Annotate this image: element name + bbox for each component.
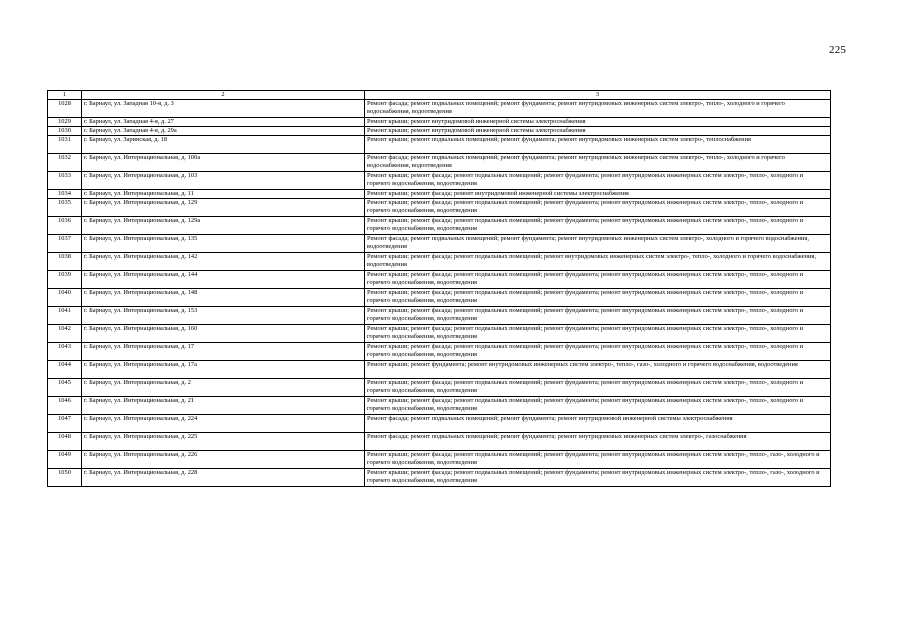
table-row [48,379,831,397]
table-row [48,325,831,343]
row-number-cell: 1042 [48,325,82,343]
works-cell: Ремонт крыши; ремонт подвальных помещений; ремонт фундамента; ремонт внутридомовых инженерных систем электро-, теплоснабжения [365,136,831,154]
address-cell: г. Барнаул, ул. Интернациональная, д. 100а [82,154,365,172]
row-number-cell: 1046 [48,397,82,415]
address-cell: г. Барнаул, ул. Интернациональная, д. 129а [82,217,365,235]
table-row [48,217,831,235]
row-number-cell: 1049 [48,451,82,469]
table-row [48,253,831,271]
row-number-cell: 1031 [48,136,82,154]
address-cell: г. Барнаул, ул. Интернациональная, д. 225 [82,433,365,451]
works-cell: Ремонт крыши; ремонт фундамента; ремонт внутридомовых инженерных систем электро-, тепло-, газо-, холодного и горячего водоснабжения, водоотведения [365,361,831,379]
works-cell: Ремонт фасада; ремонт подвальных помещений; ремонт фундамента; ремонт внутридомовых инженерных систем электро-, газоснабжения [365,433,831,451]
address-cell: г. Барнаул, ул. Интернациональная, д. 144 [82,271,365,289]
address-cell: г. Барнаул, ул. Интернациональная, д. 17а [82,361,365,379]
table-row [48,172,831,190]
table-row [48,361,831,379]
row-number-cell: 1038 [48,253,82,271]
works-cell: Ремонт крыши; ремонт фасада; ремонт внутридомовой инженерной системы электроснабжения [365,190,831,199]
address-cell: г. Барнаул, ул. Западная 4-я, д. 29а [82,127,365,136]
table-row [48,307,831,325]
address-cell: г. Барнаул, ул. Интернациональная, д. 153 [82,307,365,325]
address-cell: г. Барнаул, ул. Интернациональная, д. 129 [82,199,365,217]
row-number-cell: 1047 [48,415,82,433]
address-cell: г. Барнаул, ул. Заринская, д. 18 [82,136,365,154]
table-row [48,199,831,217]
row-number-cell: 1028 [48,100,82,118]
works-cell: Ремонт крыши; ремонт фасада; ремонт подвальных помещений; ремонт фундамента; ремонт внутридомовых инженерных систем электро-, тепло-, холодного и горячего водоснабжения, водоотведения [365,172,831,190]
works-cell: Ремонт крыши; ремонт внутридомовой инженерной системы электроснабжения [365,127,831,136]
works-cell: Ремонт крыши; ремонт фасада; ремонт подвальных помещений; ремонт фундамента; ремонт внутридомовых инженерных систем электро-, тепло-, холодного и горячего водоснабжения, водоотведения [365,325,831,343]
table-row [48,397,831,415]
works-cell: Ремонт крыши; ремонт фасада; ремонт подвальных помещений; ремонт фундамента; ремонт внутридомовых инженерных систем электро-, тепло-, холодного и горячего водоснабжения, водоотведения [365,379,831,397]
works-cell: Ремонт фасада; ремонт подвальных помещений; ремонт фундамента; ремонт внутридомовых инженерных систем электро-, холодного и горячего водоснабжения, водоотведения [365,235,831,253]
works-cell: Ремонт крыши; ремонт фасада; ремонт подвальных помещений; ремонт фундамента; ремонт внутридомовых инженерных систем электро-, тепло-, холодного и горячего водоснабжения, водоотведения [365,271,831,289]
table-row [48,343,831,361]
address-cell: г. Барнаул, ул. Интернациональная, д. 11 [82,190,365,199]
row-number-cell: 1035 [48,199,82,217]
table-header-row [48,91,831,100]
table-row [48,190,831,199]
address-cell: г. Барнаул, ул. Интернациональная, д. 17 [82,343,365,361]
page-number: 225 [829,44,847,56]
address-cell: г. Барнаул, ул. Интернациональная, д. 224 [82,415,365,433]
works-cell: Ремонт крыши; ремонт фасада; ремонт подвальных помещений; ремонт фундамента; ремонт внутридомовых инженерных систем электро-, тепло-, холодного и горячего водоснабжения, водоотведения [365,217,831,235]
address-cell: г. Барнаул, ул. Западная 4-я, д. 27 [82,118,365,127]
address-cell: г. Барнаул, ул. Интернациональная, д. 226 [82,451,365,469]
address-cell: г. Барнаул, ул. Интернациональная, д. 160 [82,325,365,343]
row-number-cell: 1033 [48,172,82,190]
works-cell: Ремонт крыши; ремонт фасада; ремонт подвальных помещений; ремонт фундамента; ремонт внутридомовых инженерных систем электро-, тепло-, холодного и горячего водоснабжения, водоотведения [365,307,831,325]
table-row [48,136,831,154]
row-number-cell: 1040 [48,289,82,307]
address-cell: г. Барнаул, ул. Интернациональная, д. 21 [82,397,365,415]
works-cell: Ремонт фасада; ремонт подвальных помещений; ремонт фундамента; ремонт внутридомовых инженерных систем электро-, тепло-, холодного и горячего водоснабжения, водоотведения [365,154,831,172]
table-row [48,154,831,172]
row-number-cell: 1041 [48,307,82,325]
table-row [48,235,831,253]
address-cell: г. Барнаул, ул. Западная 10-я, д. 3 [82,100,365,118]
address-cell: г. Барнаул, ул. Интернациональная, д. 142 [82,253,365,271]
row-number-cell: 1034 [48,190,82,199]
address-cell: г. Барнаул, ул. Интернациональная, д. 103 [82,172,365,190]
row-number-cell: 1039 [48,271,82,289]
table-row [48,127,831,136]
address-cell: г. Барнаул, ул. Интернациональная, д. 2 [82,379,365,397]
row-number-cell: 1029 [48,118,82,127]
table-row [48,451,831,469]
table-row [48,289,831,307]
works-cell: Ремонт крыши; ремонт фасада; ремонт подвальных помещений; ремонт фундамента; ремонт внутридомовых инженерных систем электро-, тепло-, газо-, холодного и горячего водоснабжения, водоотведения [365,469,831,487]
works-cell: Ремонт крыши; ремонт фасада; ремонт подвальных помещений; ремонт фундамента; ремонт внутридомовых инженерных систем электро-, тепло-, холодного и горячего водоснабжения, водоотведения [365,397,831,415]
table-row [48,415,831,433]
works-cell: Ремонт крыши; ремонт фасада; ремонт подвальных помещений; ремонт фундамента; ремонт внутридомовых инженерных систем электро-, тепло-, холодного и горячего водоснабжения, водоотведения [365,199,831,217]
row-number-cell: 1037 [48,235,82,253]
building-registry-table [47,90,831,487]
address-cell: г. Барнаул, ул. Интернациональная, д. 135 [82,235,365,253]
row-number-cell: 1045 [48,379,82,397]
works-cell: Ремонт фасада; ремонт подвальных помещений; ремонт фундамента; ремонт внутридомовой инженерной системы электроснабжения [365,415,831,433]
row-number-cell: 1050 [48,469,82,487]
table-row [48,271,831,289]
column-header-works: 3 [365,91,831,100]
table-row [48,100,831,118]
row-number-cell: 1032 [48,154,82,172]
works-cell: Ремонт крыши; ремонт фасада; ремонт подвальных помещений; ремонт фундамента; ремонт внутридомовых инженерных систем электро-, тепло-, холодного и горячего водоснабжения, водоотведения [365,343,831,361]
works-cell: Ремонт крыши; ремонт фасада; ремонт подвальных помещений; ремонт фундамента; ремонт внутридомовых инженерных систем электро-, тепло-, газо-, холодного и горячего водоснабжения, водоотведения [365,451,831,469]
works-cell: Ремонт фасада; ремонт подвальных помещений; ремонт фундамента; ремонт внутридомовых инженерных систем электро-, тепло-, холодного и горячего водоснабжения, водоотведения [365,100,831,118]
row-number-cell: 1036 [48,217,82,235]
table-row [48,118,831,127]
row-number-cell: 1030 [48,127,82,136]
row-number-cell: 1044 [48,361,82,379]
address-cell: г. Барнаул, ул. Интернациональная, д. 148 [82,289,365,307]
works-cell: Ремонт крыши; ремонт фасада; ремонт подвальных помещений; ремонт внутридомовых инженерных систем электро-, тепло-, холодного и горячего водоснабжения, водоотведения [365,253,831,271]
row-number-cell: 1043 [48,343,82,361]
table-row [48,469,831,487]
table-row [48,433,831,451]
column-header-address: 2 [82,91,365,100]
address-cell: г. Барнаул, ул. Интернациональная, д. 228 [82,469,365,487]
column-header-number: 1 [48,91,82,100]
works-cell: Ремонт крыши; ремонт внутридомовой инженерной системы электроснабжения [365,118,831,127]
row-number-cell: 1048 [48,433,82,451]
works-cell: Ремонт крыши; ремонт фасада; ремонт подвальных помещений; ремонт фундамента; ремонт внутридомовых инженерных систем электро-, тепло-, холодного и горячего водоснабжения, водоотведения [365,289,831,307]
